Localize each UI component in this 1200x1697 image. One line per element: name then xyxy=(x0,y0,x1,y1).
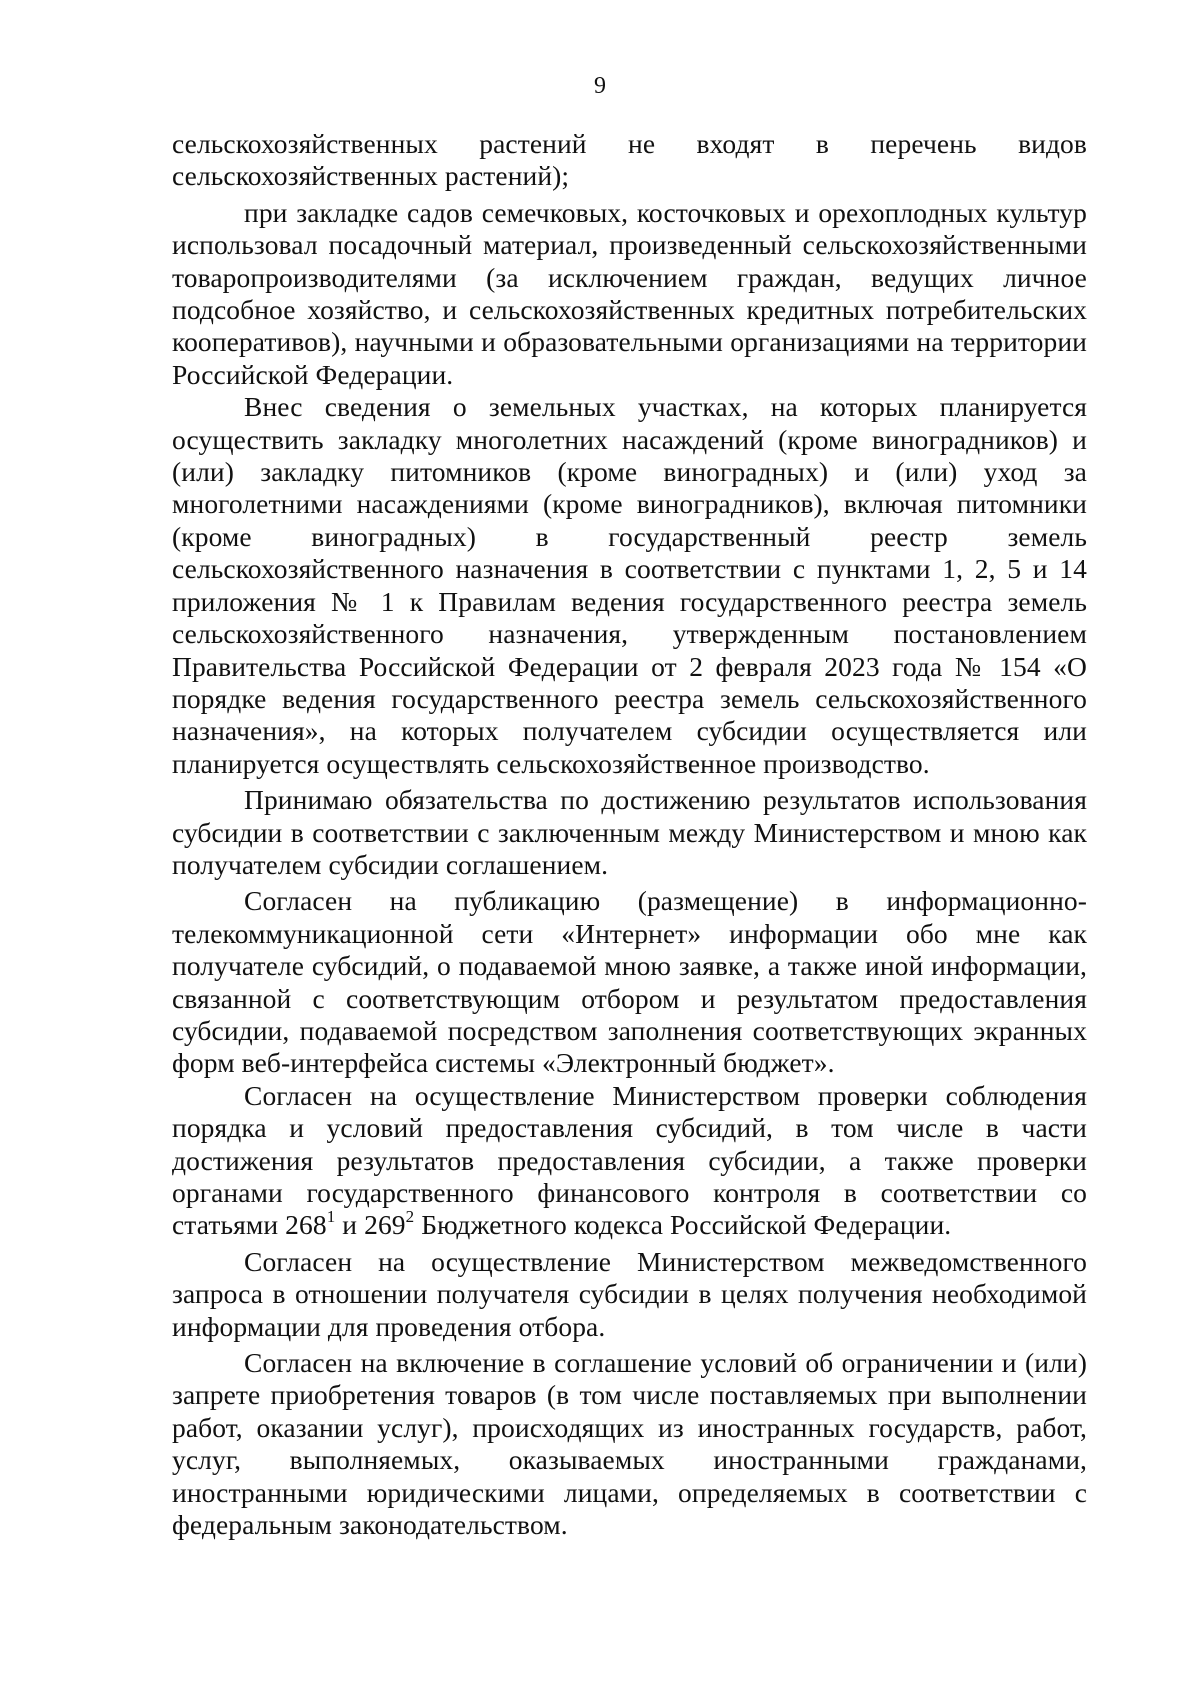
page-number: 9 xyxy=(594,73,606,99)
inspection-text-after: Бюджетного кодекса Российской Федерации. xyxy=(414,1209,952,1241)
inspection-text-middle: и 269 xyxy=(335,1209,406,1241)
paragraph-obligations: Принимаю обязательства по достижению результатов использования субсидии в соответствии с заключенным между Министерством и мною как получателем субсидии соглашением. xyxy=(172,784,1087,880)
paragraph-inspection-consent xyxy=(172,1080,1087,1242)
paragraph-foreign-goods-restriction: Согласен на включение в соглашение условий об ограничении и (или) запрете приобретения товаров (в том числе поставляемых при выполнении работ, оказании услуг), происходящих из иностранных государств, работ, услуг, выполняемых, оказываемых иностранными гражданами, иностранными юридическими лицами, определяемых в соответствии с федеральным законодательством. xyxy=(172,1347,1087,1541)
paragraph-publication-consent: Согласен на публикацию (размещение) в информационно-телекоммуникационной сети «Интернет» информации обо мне как получателе субсидий, о подаваемой мною заявке, а также иной информации, связанной с соответствующим отбором и результатом предоставления субсидии, подаваемой посредством заполнения соответствующих экранных форм веб-интерфейса системы «Электронный бюджет». xyxy=(172,885,1087,1079)
paragraph-continuation: сельскохозяйственных растений не входят в перечень видов сельскохозяйственных растений); xyxy=(172,128,1087,192)
paragraph-interagency-request: Согласен на осуществление Министерством межведомственного запроса в отношении получателя субсидии в целях получения необходимой информации для проведения отбора. xyxy=(172,1245,1087,1342)
superscript-1: 1 xyxy=(326,1207,336,1227)
paragraph-planting-material: при закладке садов семечковых, косточковых и орехоплодных культур использовал посадочный материал, произведенный сельскохозяйственными товаропроизводителями (за исключением граждан, ведущих личное подсобное хозяйство, и сельскохозяйственных кредитных потребительских кооперативов), научными и образовательными организациями на территории Российской Федерации. xyxy=(172,196,1087,390)
superscript-2: 2 xyxy=(405,1207,415,1227)
inspection-text-before: Согласен на осуществление Министерством проверки соблюдения порядка и условий предоставления субсидий, в том числе в части достижения результатов предоставления субсидии, а также проверки органами государственного финансового контроля в соответствии со статьями 268 xyxy=(172,1079,1087,1241)
paragraph-land-registry: Внес сведения о земельных участках, на которых планируется осуществить закладку многолетних насаждений (кроме виноградников) и (или) закладку питомников (кроме виноградных) и (или) уход за многолетними насаждениями (кроме виноградников), включая питомники (кроме виноградных) в государственный реестр земель сельскохозяйственного назначения в соответствии с пунктами 1, 2, 5 и 14 приложения № 1 к Правилам ведения государственного реестра земель сельскохозяйственного назначения, утвержденным постановлением Правительства Российской Федерации от 2 февраля 2023 года № 154 «О порядке ведения государственного реестра земель сельскохозяйственного назначения», на которых получателем субсидии осуществляется или планируется осуществлять сельскохозяйственное производство. xyxy=(172,391,1087,779)
document-body xyxy=(172,128,1087,1545)
